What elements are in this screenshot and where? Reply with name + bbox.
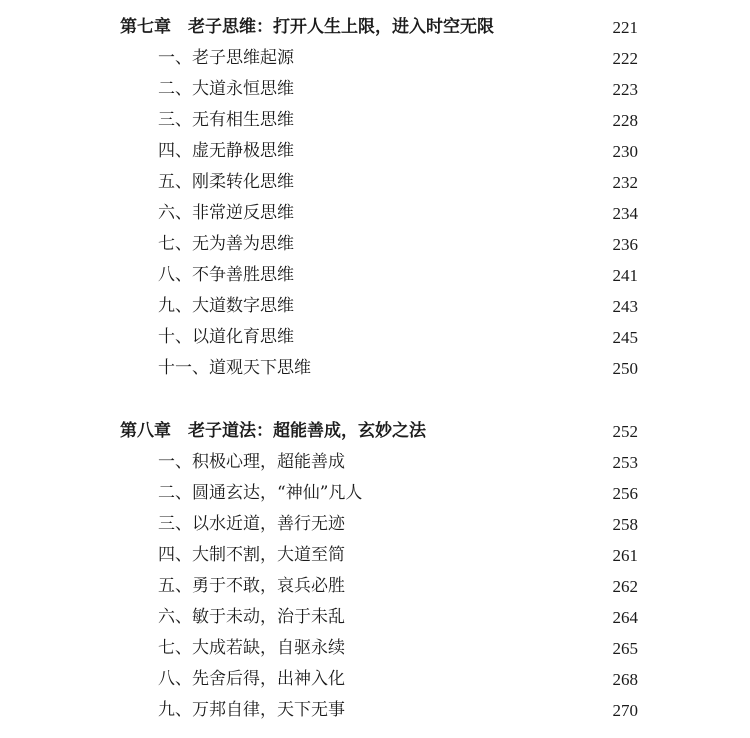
page-number: 261 <box>612 546 638 565</box>
toc-entry[interactable] <box>0 260 750 291</box>
entry-title: 七、大成若缺，自驱永续 <box>158 638 345 658</box>
toc-entry[interactable] <box>0 602 750 633</box>
entry-title: 三、无有相生思维 <box>158 110 294 130</box>
entry-title: 八、不争善胜思维 <box>158 265 294 285</box>
toc-entry[interactable] <box>0 229 750 260</box>
page-number: 265 <box>612 639 638 658</box>
entry-title: 一、积极心理，超能善成 <box>158 452 345 472</box>
page-number: 268 <box>612 670 638 689</box>
entry-title: 二、大道永恒思维 <box>158 79 294 99</box>
entry-title: 六、敏于未动，治于未乱 <box>158 607 345 627</box>
chapter-title: 第七章 老子思维：打开人生上限，进入时空无限 <box>120 17 494 37</box>
page-number: 230 <box>612 142 638 161</box>
page-number: 223 <box>612 80 638 99</box>
entry-title: 四、虚无静极思维 <box>158 141 294 161</box>
page-number: 250 <box>612 359 638 378</box>
page-number: 270 <box>612 701 638 720</box>
page-number: 241 <box>612 266 638 285</box>
toc-entry[interactable] <box>0 291 750 322</box>
toc-entry[interactable] <box>0 74 750 105</box>
toc-entry[interactable] <box>0 167 750 198</box>
chapter-heading[interactable] <box>0 12 750 43</box>
page-number: 232 <box>612 173 638 192</box>
entry-title: 二、圆通玄达，“神仙”凡人 <box>158 483 363 503</box>
chapter-heading[interactable] <box>0 416 750 447</box>
entry-title: 五、刚柔转化思维 <box>158 172 294 192</box>
page-number: 264 <box>612 608 638 627</box>
toc-entry[interactable] <box>0 695 750 726</box>
entry-title: 四、大制不割，大道至简 <box>158 545 345 565</box>
toc-entry[interactable] <box>0 478 750 509</box>
entry-title: 十、以道化育思维 <box>158 327 294 347</box>
toc-entry[interactable] <box>0 105 750 136</box>
toc-entry[interactable] <box>0 353 750 384</box>
page-number: 236 <box>612 235 638 254</box>
toc-entry[interactable] <box>0 571 750 602</box>
page-number: 234 <box>612 204 638 223</box>
page-number: 245 <box>612 328 638 347</box>
page-number: 243 <box>612 297 638 316</box>
page-number: 222 <box>612 49 638 68</box>
toc-entry[interactable] <box>0 322 750 353</box>
page-number: 252 <box>612 422 638 441</box>
toc-entry[interactable] <box>0 447 750 478</box>
entry-title: 五、勇于不敢，哀兵必胜 <box>158 576 345 596</box>
entry-title: 八、先舍后得，出神入化 <box>158 669 345 689</box>
toc-entry[interactable] <box>0 664 750 695</box>
toc-entry[interactable] <box>0 540 750 571</box>
entry-title: 三、以水近道，善行无迹 <box>158 514 345 534</box>
entry-title: 七、无为善为思维 <box>158 234 294 254</box>
chapter-title: 第八章 老子道法：超能善成，玄妙之法 <box>120 421 426 441</box>
entry-title: 九、大道数字思维 <box>158 296 294 316</box>
toc-entry[interactable] <box>0 43 750 74</box>
toc-entry[interactable] <box>0 136 750 167</box>
page-number: 253 <box>612 453 638 472</box>
entry-title: 六、非常逆反思维 <box>158 203 294 223</box>
page-number: 228 <box>612 111 638 130</box>
entry-title: 十一、道观天下思维 <box>158 358 311 378</box>
toc-entry[interactable] <box>0 509 750 540</box>
toc-entry[interactable] <box>0 633 750 664</box>
page-number: 262 <box>612 577 638 596</box>
page-number: 256 <box>612 484 638 503</box>
entry-title: 九、万邦自律，天下无事 <box>158 700 345 720</box>
page-number: 221 <box>612 18 638 37</box>
page-number: 258 <box>612 515 638 534</box>
entry-title: 一、老子思维起源 <box>158 48 294 68</box>
toc-entry[interactable] <box>0 198 750 229</box>
